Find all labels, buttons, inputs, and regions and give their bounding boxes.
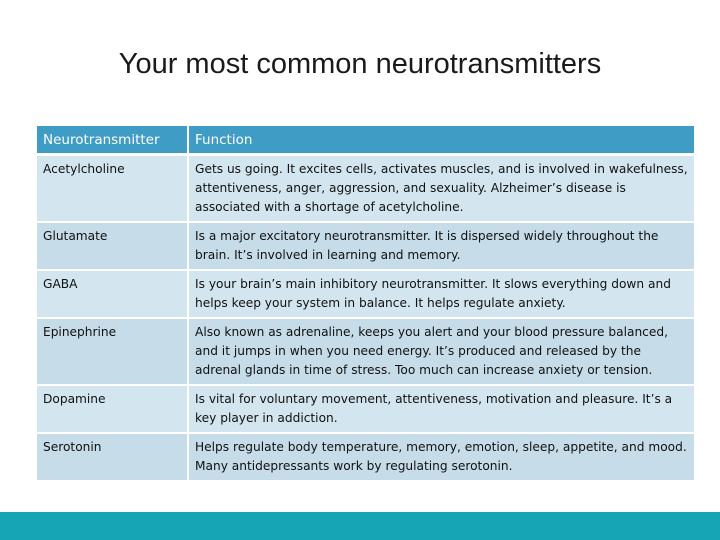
neurotransmitter-name: Glutamate	[37, 222, 188, 270]
neurotransmitter-table-container	[37, 126, 694, 482]
neurotransmitter-function: Is a major excitatory neurotransmitter. It is dispersed widely throughout the brain. It’s involved in learning and memory.	[188, 222, 694, 270]
neurotransmitter-function: Helps regulate body temperature, memory, emotion, sleep, appetite, and mood. Many antidepressants work by regulating serotonin.	[188, 433, 694, 481]
neurotransmitter-function: Gets us going. It excites cells, activates muscles, and is involved in wakefulness, attentiveness, anger, aggression, and sexuality. Alzheimer’s disease is associated with a shortage of acetylcholine.	[188, 155, 694, 223]
neurotransmitter-function: Is vital for voluntary movement, attentiveness, motivation and pleasure. It’s a key player in addiction.	[188, 385, 694, 433]
slide-title: Your most common neurotransmitters	[118, 48, 602, 80]
table-header-row	[37, 126, 694, 155]
neurotransmitter-name: GABA	[37, 270, 188, 318]
neurotransmitter-name: Dopamine	[37, 385, 188, 433]
neurotransmitter-name: Serotonin	[37, 433, 188, 481]
table-row	[37, 385, 694, 433]
neurotransmitter-name: Epinephrine	[37, 318, 188, 385]
header-function: Function	[188, 126, 694, 155]
table-row	[37, 433, 694, 481]
neurotransmitter-table	[37, 126, 694, 482]
bottom-accent-bar	[0, 512, 720, 540]
neurotransmitter-function: Also known as adrenaline, keeps you alert and your blood pressure balanced, and it jumps in when you need energy. It’s produced and released by the adrenal glands in time of stress. Too much can increase anxiety or tension.	[188, 318, 694, 385]
table-row	[37, 155, 694, 223]
table-row	[37, 222, 694, 270]
neurotransmitter-name: Acetylcholine	[37, 155, 188, 223]
neurotransmitter-function: Is your brain’s main inhibitory neurotransmitter. It slows everything down and helps keep your system in balance. It helps regulate anxiety.	[188, 270, 694, 318]
table-row	[37, 270, 694, 318]
header-neurotransmitter: Neurotransmitter	[37, 126, 188, 155]
table-row	[37, 318, 694, 385]
